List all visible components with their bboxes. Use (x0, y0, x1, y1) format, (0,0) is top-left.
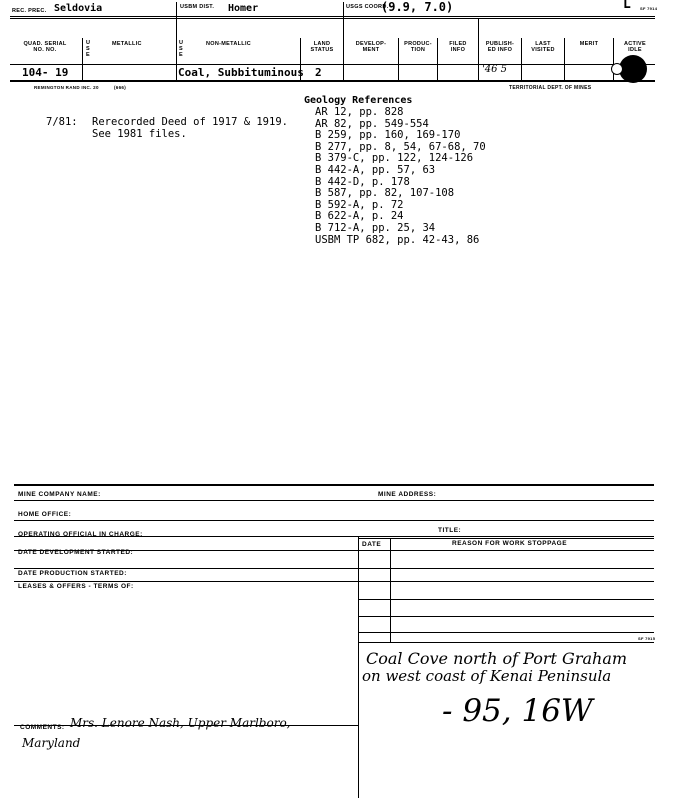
form-code-label: (666) (114, 85, 127, 90)
note-line-1: Rerecorded Deed of 1917 & 1919. (92, 116, 288, 128)
form-rule (358, 616, 654, 617)
col-header-merit: MERIT (579, 41, 599, 47)
mine-company-label: MINE COMPANY NAME: (18, 491, 101, 498)
form-vertical-divider (358, 536, 359, 798)
form-rule (14, 500, 654, 501)
handwritten-number: - 95, 16W (442, 693, 593, 729)
comments-value-2: Maryland (22, 736, 81, 750)
note-line-2: See 1981 files. (92, 128, 187, 140)
rec-prec-label: REC. PREC. (12, 8, 47, 14)
leases-label: LEASES & OFFERS - TERMS OF: (18, 583, 134, 590)
geology-ref: B 379-C, pp. 122, 124-126 (315, 152, 474, 165)
form-printer-label: REMINGTON RAND INC. 20 (34, 85, 99, 90)
form-rule (14, 568, 654, 569)
geology-ref: B 442-D, p. 178 (315, 175, 410, 188)
form-number-top: SF 7914 (640, 6, 658, 11)
active-status-dot-icon (619, 55, 647, 83)
geology-ref: B 277, pp. 8, 54, 67-68, 70 (315, 140, 486, 153)
idle-status-circle-icon (611, 63, 623, 75)
comments-label: COMMENTS: (20, 724, 65, 731)
mine-address-label: MINE ADDRESS: (378, 491, 437, 498)
col-header-use: U S E (179, 40, 184, 58)
col-header-metallic: METALLIC (112, 41, 142, 47)
date-production-label: DATE PRODUCTION STARTED: (18, 570, 127, 577)
col-header-filed-info: FILED INFO (449, 41, 467, 53)
geology-title: Geology References (304, 95, 413, 106)
title-label: TITLE: (438, 527, 462, 534)
col-header-land-status: LAND STATUS (310, 41, 334, 53)
form-number-bottom: SF 7915 (638, 636, 656, 641)
note-date: 7/81: (46, 116, 78, 128)
header-top-rule (10, 16, 655, 17)
geology-ref: AR 82, pp. 549-554 (315, 117, 429, 130)
form-rule (14, 550, 654, 551)
form-date-divider (390, 538, 391, 642)
geology-ref: B 587, pp. 82, 107-108 (315, 187, 455, 200)
col-header-active-idle: ACTIVE IDLE (624, 41, 646, 53)
handwritten-location-1: Coal Cove north of Port Graham (366, 649, 628, 668)
geology-ref: AR 12, pp. 828 (315, 106, 404, 118)
usgs-coord-value: (9.9, 7.0) (381, 0, 454, 14)
date-development-label: DATE DEVELOPMENT STARTED: (18, 549, 134, 556)
form-rule (358, 599, 654, 600)
usbm-dist-value: Homer (228, 3, 259, 14)
operating-official-label: OPERATING OFFICIAL IN CHARGE: (18, 531, 143, 538)
form-rule (14, 536, 654, 537)
published-info-value: '46 5 (482, 64, 508, 75)
quad-serial-value: 104- 19 (22, 66, 69, 79)
col-header-published-info: PUBLISH- ED INFO (485, 41, 515, 53)
col-header-last-visited: LAST VISITED (531, 41, 555, 53)
geology-ref: B 259, pp. 160, 169-170 (315, 129, 461, 142)
geology-ref: B 592-A, p. 72 (315, 198, 404, 211)
form-rule (358, 632, 654, 633)
header-bottom-rule (10, 80, 655, 82)
home-office-label: HOME OFFICE: (18, 511, 72, 518)
col-header-nonmetallic: NON-METALLIC (206, 41, 252, 47)
col-header-production: PRODUC- TION (404, 41, 432, 53)
form-rule (358, 642, 654, 643)
geology-ref-list (315, 107, 486, 246)
col-header-quad-serial: QUAD. SERIAL NO. NO. (23, 41, 67, 53)
usbm-dist-label: USBM DIST. (180, 4, 215, 10)
usgs-coord-label: USGS COORD. (346, 4, 389, 10)
lower-form-top-rule (14, 484, 654, 486)
handwritten-location-2: on west coast of Kenai Peninsula (362, 667, 612, 685)
geology-ref: USBM TP 682, pp. 42-43, 86 (315, 233, 480, 246)
geology-ref: B 622-A, p. 24 (315, 210, 404, 223)
form-rule (358, 538, 654, 539)
nonmetallic-value: Coal, Subbituminous (178, 66, 304, 79)
header-row-rule (10, 64, 655, 65)
corner-mark: L (623, 0, 631, 12)
header-top-rule-2 (10, 18, 655, 19)
col-divider (343, 2, 344, 80)
col-header-development: DEVELOP- MENT (355, 41, 387, 53)
land-status-value: 2 (315, 66, 322, 79)
form-rule (14, 581, 654, 582)
territorial-dept-label: TERRITORIAL DEPT. OF MINES (509, 85, 592, 91)
geology-ref: B 442-A, pp. 57, 63 (315, 163, 436, 176)
form-rule (14, 520, 654, 521)
comments-value: Mrs. Lenore Nash, Upper Marlboro, (70, 716, 291, 730)
col-divider (176, 2, 177, 80)
reason-column-header: REASON FOR WORK STOPPAGE (452, 540, 568, 547)
rec-prec-value: Seldovia (54, 3, 103, 14)
col-header-use: U S E (86, 40, 91, 58)
col-divider (82, 38, 83, 80)
geology-ref: B 712-A, pp. 25, 34 (315, 221, 436, 234)
date-column-header: DATE (362, 541, 382, 548)
